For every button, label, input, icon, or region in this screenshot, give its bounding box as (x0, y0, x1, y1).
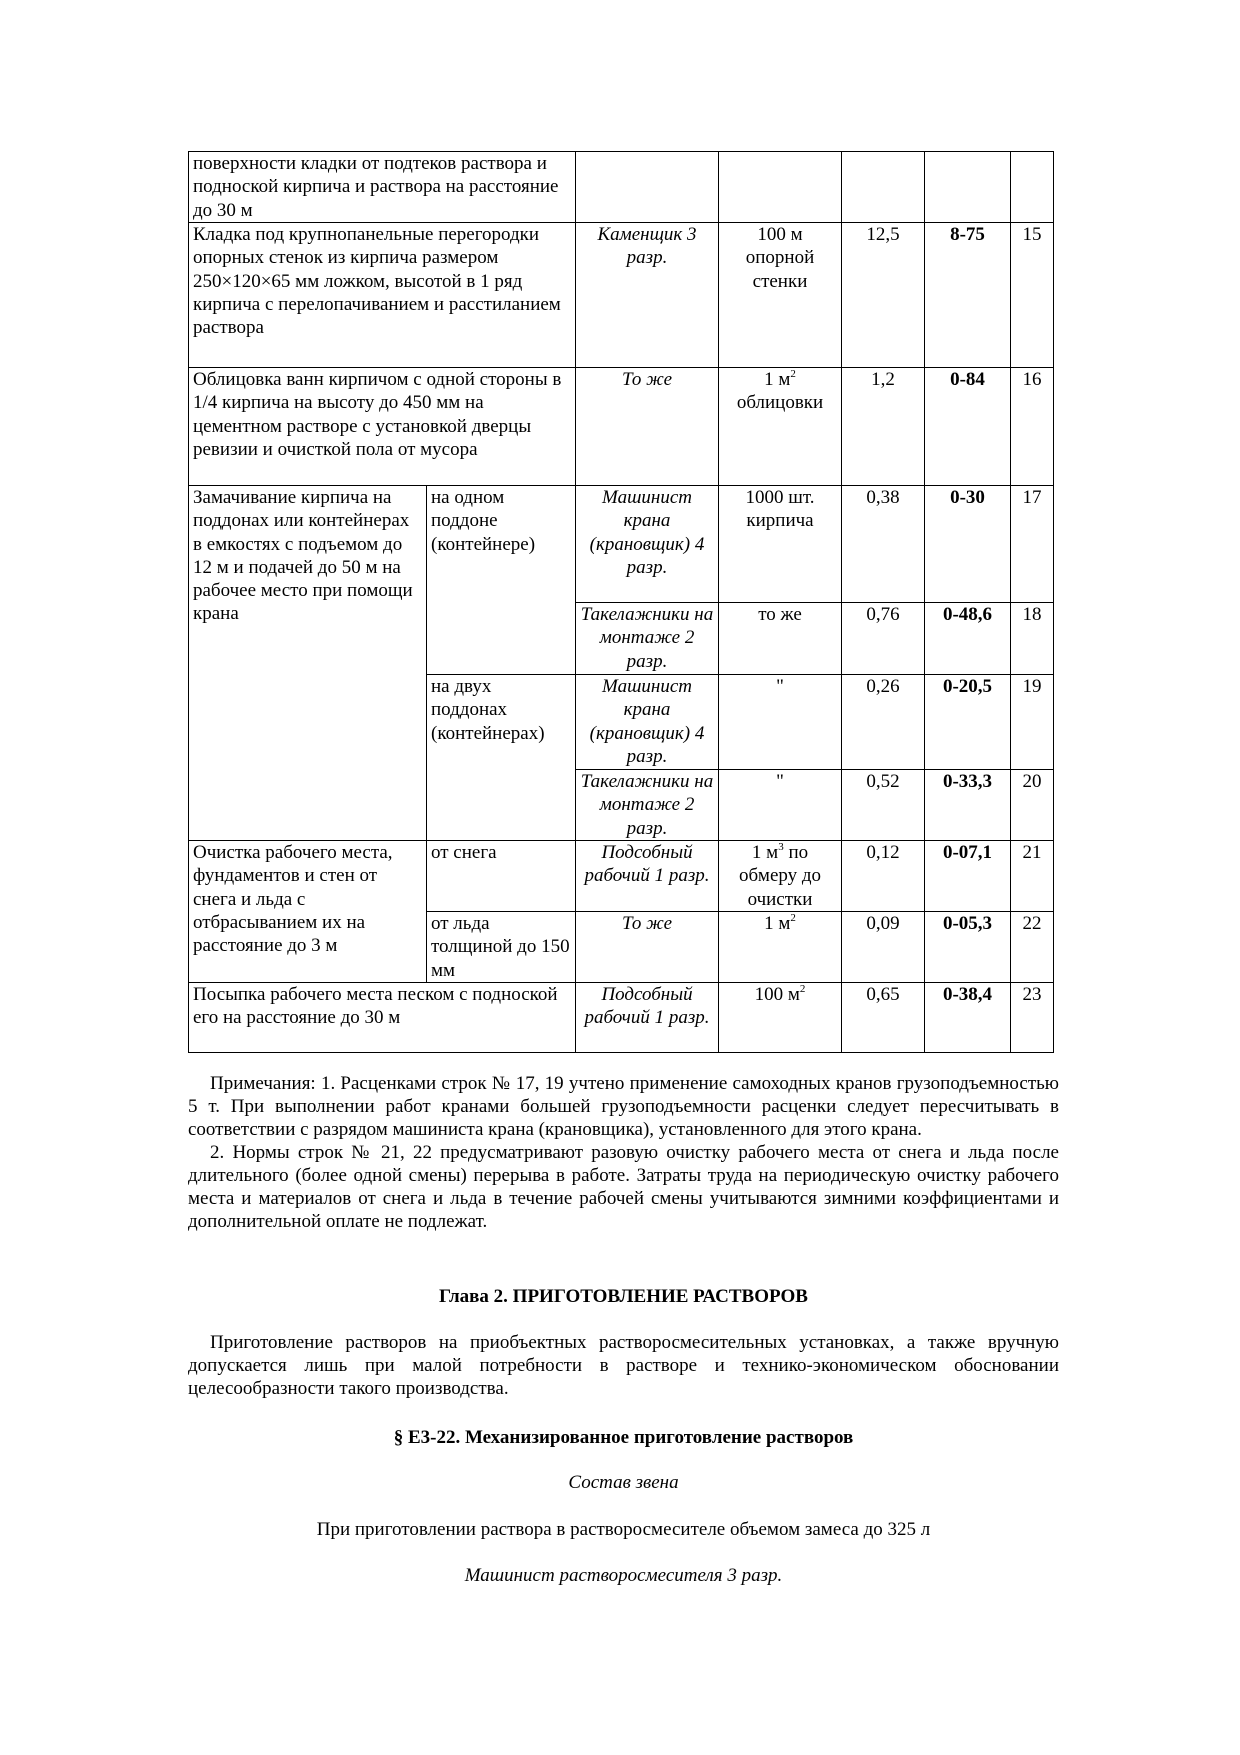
crew-condition: При приготовлении раствора в растворосмесителе объемом замеса до 325 л (316, 1519, 931, 1540)
row-number: 22 (1011, 912, 1054, 983)
worker: Такелажники на монтаже 2 разр. (576, 770, 719, 841)
unit: " (719, 770, 842, 841)
rate: 8-75 (925, 223, 1011, 368)
row-number: 23 (1011, 983, 1054, 1053)
row-number: 20 (1011, 770, 1054, 841)
unit: " (719, 675, 842, 770)
worker: Подсобный рабочий 1 разр. (576, 841, 719, 912)
rate: 0-20,5 (925, 675, 1011, 770)
worker: То же (576, 912, 719, 983)
table-row (189, 223, 1054, 368)
row-number: 15 (1011, 223, 1054, 368)
work-description: поверхности кладки от подтеков раствора и подноской кирпича и раствора на расстояние до 30 м (189, 152, 576, 223)
table-row (189, 152, 1054, 223)
row-number: 21 (1011, 841, 1054, 912)
worker: То же (576, 368, 719, 486)
work-description: Посыпка рабочего места песком с подноской его на расстояние до 30 м (189, 983, 576, 1053)
rate: 0-38,4 (925, 983, 1011, 1053)
chapter-intro: Приготовление растворов на приобъектных растворосмесительных установках, а также вручную допускается лишь при малой потребности в растворе и технико-экономическом обосновании целесообразности такого производства. (188, 1332, 1059, 1399)
rate: 0-30 (925, 486, 1011, 603)
row-number: 18 (1011, 603, 1054, 675)
norm: 0,76 (842, 603, 925, 675)
crew-heading: Состав звена (568, 1472, 679, 1493)
norm: 12,5 (842, 223, 925, 368)
unit: 1 $м^2$ облицовки (719, 368, 842, 486)
unit: 1 $м^3$ по обмеру до очистки (719, 841, 842, 912)
note-1: Примечания: 1. Расценками строк № 17, 19 учтено применение самоходных кранов грузоподъемностью 5 т. При выполнении работ кранами большей грузоподъемности расценки следует пересчитывать в соответствии с разрядом машиниста крана (крановщика), установленного для этого крана. (188, 1073, 1059, 1140)
rate: 0-05,3 (925, 912, 1011, 983)
row-number: 17 (1011, 486, 1054, 603)
unit: 100 м опорной стенки (719, 223, 842, 368)
notes (188, 1072, 1059, 1233)
work-description: Кладка под крупнопанельные перегородки опорных стенок из кирпича размером 250×120×65 мм ложком, высотой в 1 ряд кирпича с перелопачиванием и расстиланием раствора (189, 223, 576, 368)
norm: 0,52 (842, 770, 925, 841)
worker: Каменщик 3 разр. (576, 223, 719, 368)
unit: 1000 шт. кирпича (719, 486, 842, 603)
norm: 1,2 (842, 368, 925, 486)
crew-member: Машинист растворосмесителя 3 разр. (464, 1565, 783, 1586)
worker: Машинист крана (крановщик) 4 разр. (576, 675, 719, 770)
work-subtype: на двух поддонах (контейнерах) (427, 675, 576, 841)
chapter-title: Глава 2. ПРИГОТОВЛЕНИЕ РАСТВОРОВ (439, 1286, 808, 1307)
norm: 0,26 (842, 675, 925, 770)
rate: 0-33,3 (925, 770, 1011, 841)
unit: то же (719, 603, 842, 675)
norm: 0,09 (842, 912, 925, 983)
norm: 0,38 (842, 486, 925, 603)
work-description: Замачивание кирпича на поддонах или контейнерах в емкостях с подъемом до 12 м и подачей до 50 м на рабочее место при помощи крана (189, 486, 427, 841)
table-row (189, 841, 1054, 912)
row-number: 16 (1011, 368, 1054, 486)
worker: Такелажники на монтаже 2 разр. (576, 603, 719, 675)
table-row (189, 368, 1054, 486)
worker: Подсобный рабочий 1 разр. (576, 983, 719, 1053)
rate: 0-07,1 (925, 841, 1011, 912)
note-2: 2. Нормы строк № 21, 22 предусматривают разовую очистку рабочего места от снега и льда после длительного (более одной смены) перерыва в работе. Затраты труда на периодическую очистку рабочего места и материалов от снега и льда в течение рабочей смены учитываются зимними коэффициентами и дополнительной оплате не подлежат. (188, 1142, 1059, 1232)
work-description: Облицовка ванн кирпичом с одной стороны в 1/4 кирпича на высоту до 450 мм на цементном растворе с установкой дверцы ревизии и очисткой пола от мусора (189, 368, 576, 486)
rate: 0-84 (925, 368, 1011, 486)
work-subtype: от снега (427, 841, 576, 912)
work-description: Очистка рабочего места, фундаментов и стен от снега и льда с отбрасыванием их на расстояние до 3 м (189, 841, 427, 983)
norm: 0,65 (842, 983, 925, 1053)
section-title: § Е3-22. Механизированное приготовление растворов (393, 1427, 854, 1448)
worker: Машинист крана (крановщик) 4 разр. (576, 486, 719, 603)
unit: 1 $м^2$ (719, 912, 842, 983)
norms-table (188, 151, 1054, 1053)
table-row (189, 486, 1054, 603)
work-subtype: от льда толщиной до 150 мм (427, 912, 576, 983)
unit: 100 $м^2$ (719, 983, 842, 1053)
row-number: 19 (1011, 675, 1054, 770)
table-row (189, 983, 1054, 1053)
work-subtype: на одном поддоне (контейнере) (427, 486, 576, 675)
norm: 0,12 (842, 841, 925, 912)
rate: 0-48,6 (925, 603, 1011, 675)
